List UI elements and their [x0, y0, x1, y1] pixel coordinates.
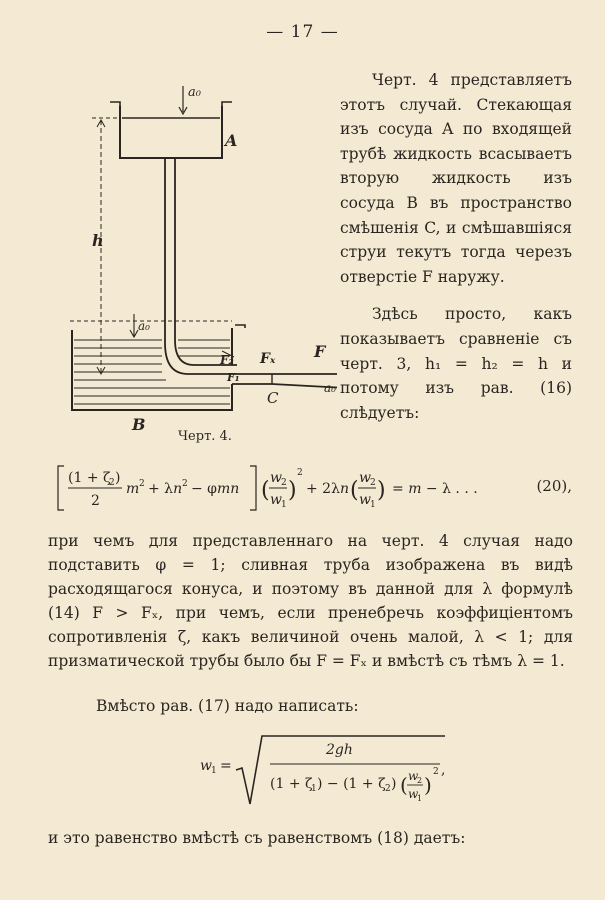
- label-a0-mid: a₀: [138, 319, 150, 333]
- label-h: h: [92, 231, 104, 250]
- label-f: F: [314, 342, 326, 361]
- svg-text:) − (1 + ζ: ) − (1 + ζ: [317, 776, 386, 792]
- svg-text:1: 1: [370, 500, 376, 510]
- svg-text:2: 2: [91, 493, 100, 509]
- svg-text:w: w: [408, 787, 419, 801]
- label-c: C: [267, 389, 279, 407]
- svg-text:m: m: [126, 481, 140, 497]
- label-f1: F₁: [227, 371, 240, 384]
- svg-text:2: 2: [109, 478, 115, 488]
- svg-text:2: 2: [182, 479, 188, 489]
- svg-text:=: =: [220, 758, 232, 774]
- svg-text:w: w: [270, 470, 282, 486]
- pipe-wall-inner: [175, 158, 237, 365]
- equation-20-formula: [54, 460, 524, 520]
- vessel-b: [72, 330, 232, 410]
- svg-text:2: 2: [385, 784, 391, 794]
- figure-4-diagram: [62, 78, 337, 458]
- svg-text:1: 1: [417, 794, 423, 803]
- equation-w1: [200, 730, 520, 814]
- svg-text:): ): [288, 478, 297, 503]
- svg-text:− φmn: − φmn: [191, 481, 240, 497]
- equation-w1-formula: [200, 730, 520, 810]
- label-a0-right: a₀: [324, 381, 336, 395]
- paragraph-2: Здѣсь просто, какъ показываетъ сравненіе съ черт. 3, h₁ = h₂ = h и потому изъ рав. (16) слѣдуетъ:: [340, 305, 572, 422]
- svg-text:(1 + ζ: (1 + ζ: [68, 470, 111, 486]
- svg-text:(: (: [400, 773, 408, 797]
- pipe-wall-outer: [165, 158, 337, 374]
- label-vessel-b: B: [132, 415, 146, 434]
- page-number: — 17 —: [266, 22, 339, 42]
- svg-text:,: ,: [441, 762, 446, 778]
- label-fx: Fₓ: [260, 351, 276, 367]
- svg-text:(: (: [261, 478, 270, 503]
- svg-text:(1 + ζ: (1 + ζ: [270, 776, 313, 792]
- svg-text:2: 2: [417, 776, 423, 785]
- svg-text:2: 2: [370, 478, 376, 488]
- paragraph-3: при чемъ для представленнаго на черт. 4 случая надо подставить φ = 1; сливная труба изображена въ видѣ расходящагося конуса, и поэтому въ данной для λ формулѣ (14) F > Fₓ, при чемъ, если пренебречь коэффиціентомъ сопротивленія ζ, какъ величиной очень малой, λ < 1; для призматической трубы было бы F = Fₓ и вмѣстѣ съ тѣмъ λ = 1.: [48, 532, 573, 670]
- vessel-a: [120, 106, 222, 158]
- label-a0-top: a₀: [188, 85, 201, 100]
- svg-text:w: w: [408, 769, 419, 783]
- svg-text:= m − λ . . .: = m − λ . . .: [392, 481, 478, 497]
- paragraph-3-block: [48, 529, 573, 673]
- svg-text:1: 1: [311, 784, 317, 794]
- svg-text:1: 1: [211, 766, 217, 776]
- outlet-cone: [232, 384, 337, 388]
- svg-text:2: 2: [139, 479, 145, 489]
- svg-text:w: w: [359, 470, 371, 486]
- paragraph-4: Вмѣсто рав. (17) надо написать:: [96, 697, 359, 715]
- paragraph-5: и это равенство вмѣстѣ съ равенствомъ (18) даетъ:: [48, 829, 466, 847]
- right-column-text: [340, 68, 572, 425]
- svg-text:w: w: [270, 492, 282, 508]
- svg-text:w: w: [200, 758, 212, 774]
- svg-text:2: 2: [433, 767, 439, 777]
- svg-text:w: w: [359, 492, 371, 508]
- equation-20: [54, 460, 574, 520]
- svg-text:): ): [115, 470, 121, 486]
- paragraph-1: Черт. 4 представляетъ этотъ случай. Стекающая изъ сосуда A по входящей трубѣ жидкость всасываетъ вторую жидкость изъ сосуда B въ пространство смѣшенія C, и смѣшавшіяся струи текутъ тогда черезъ отверстіе F наружу.: [340, 71, 572, 286]
- label-f2: F₂: [220, 353, 234, 367]
- svg-text:+ λn: + λn: [148, 481, 183, 497]
- equation-20-number: (20),: [536, 477, 572, 495]
- svg-text:2: 2: [297, 468, 303, 478]
- figure-caption: Черт. 4.: [178, 429, 232, 444]
- svg-text:): ): [391, 776, 397, 792]
- svg-text:2: 2: [281, 478, 287, 488]
- svg-text:+ 2λn: + 2λn: [306, 481, 349, 497]
- svg-text:(: (: [350, 478, 359, 503]
- svg-text:): ): [377, 478, 386, 503]
- w1-numerator: 2gh: [326, 742, 353, 758]
- svg-text:): ): [424, 773, 432, 797]
- label-vessel-a: A: [225, 131, 238, 150]
- svg-text:1: 1: [281, 500, 287, 510]
